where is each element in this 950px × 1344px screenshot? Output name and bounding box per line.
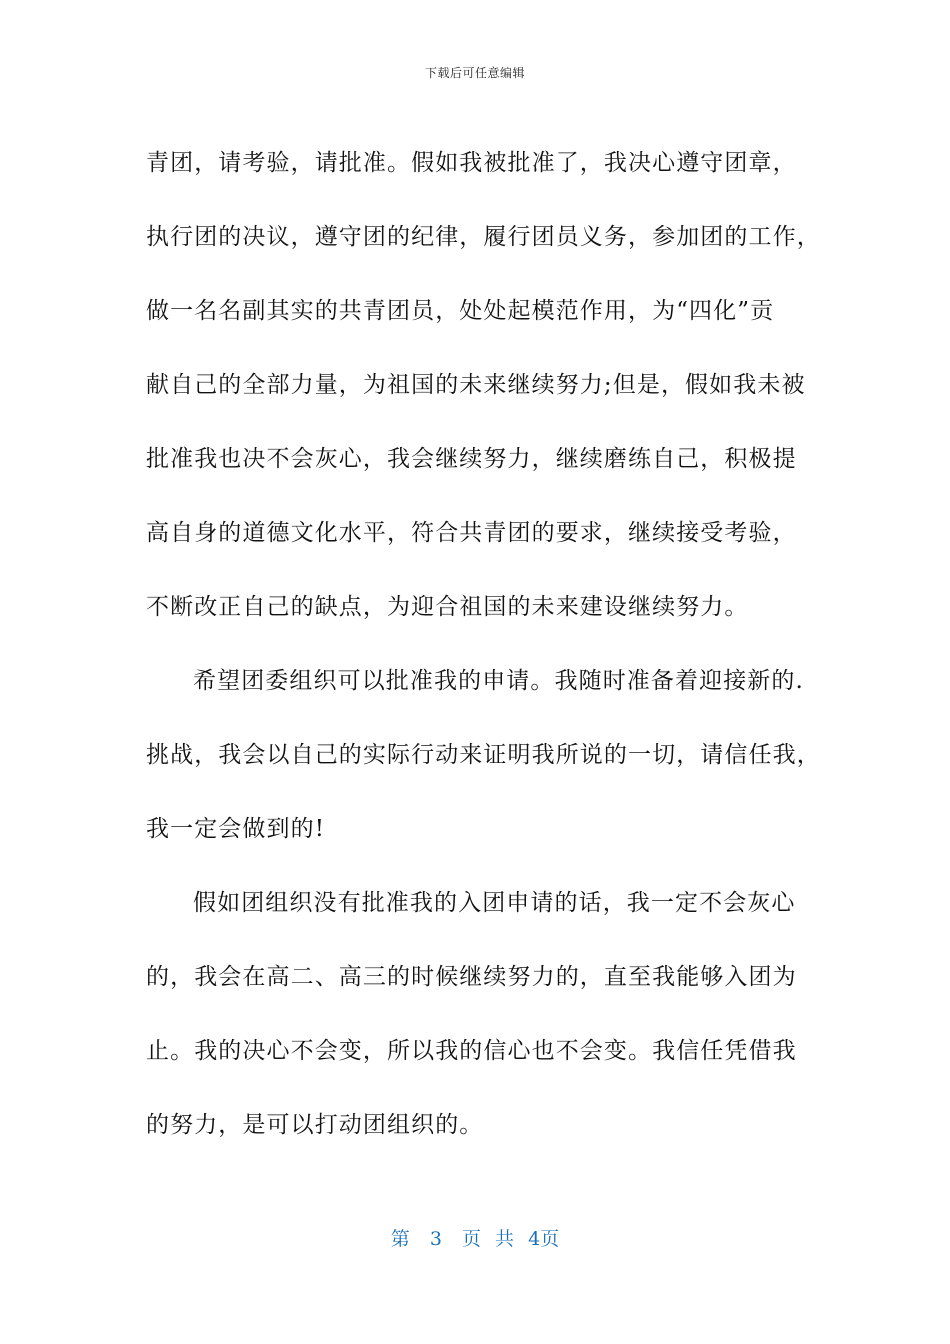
document-body bbox=[146, 126, 821, 1162]
text-line: 挑战，我会以自己的实际行动来证明我所说的一切，请信任我， bbox=[146, 742, 821, 768]
text-line: 青团，请考验，请批准。假如我被批准了，我决心遵守团章， bbox=[146, 150, 797, 176]
page-header-note: 下载后可任意编辑 bbox=[424, 66, 525, 80]
footer-current-page: 3 bbox=[429, 1228, 442, 1250]
text-line: 做一名名副其实的共青团员，处处起模范作用，为“四化”贡 bbox=[146, 298, 775, 324]
footer-suffix: 页 bbox=[540, 1228, 560, 1250]
footer-middle: 页 共 bbox=[462, 1228, 515, 1250]
text-line: 批准我也决不会灰心，我会继续努力，继续磨练自己，积极提 bbox=[146, 446, 797, 472]
text-line: 执行团的决议，遵守团的纪律，履行团员义务，参加团的工作， bbox=[146, 224, 821, 250]
text-line: 高自身的道德文化水平，符合共青团的要求，继续接受考验， bbox=[146, 520, 797, 546]
text-line: 止。我的决心不会变，所以我的信心也不会变。我信任凭借我 bbox=[146, 1038, 797, 1064]
text-line: 不断改正自己的缺点，为迎合祖国的未来建设继续努力。 bbox=[146, 594, 749, 620]
footer-prefix: 第 bbox=[390, 1228, 410, 1250]
paragraph-start-line: 假如团组织没有批准我的入团申请的话，我一定不会灰心 bbox=[193, 890, 796, 916]
footer-total-pages: 4 bbox=[528, 1228, 541, 1250]
text-line: 献自己的全部力量，为祖国的未来继续努力;但是，假如我未被 bbox=[146, 372, 806, 398]
paragraph-start-line: 希望团委组织可以批准我的申请。我随时准备着迎接新的. bbox=[193, 668, 804, 694]
page-number-footer bbox=[0, 1224, 950, 1251]
text-line: 的努力，是可以打动团组织的。 bbox=[146, 1112, 484, 1138]
text-line: 的，我会在高二、高三的时候继续努力的，直至我能够入团为 bbox=[146, 964, 797, 990]
text-line: 我一定会做到的! bbox=[146, 816, 326, 842]
